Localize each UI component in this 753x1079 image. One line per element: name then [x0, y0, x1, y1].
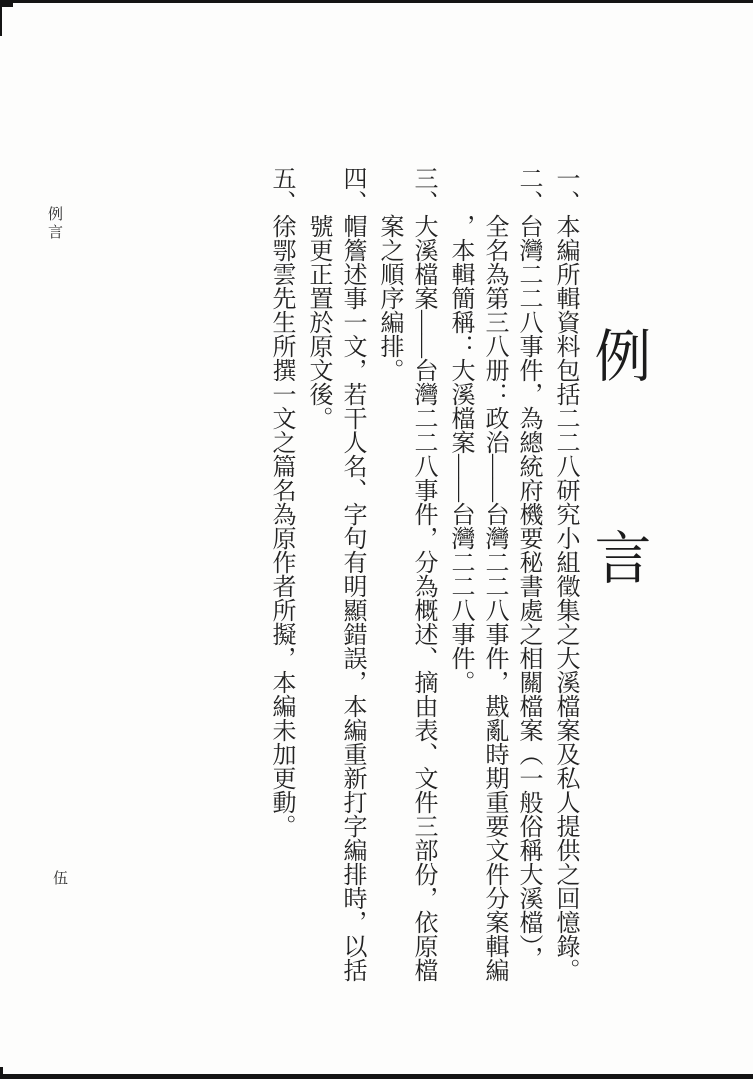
page-number: 伍 [53, 871, 69, 887]
foreword-text [264, 166, 582, 984]
list-item: 四、帽簷述事一文，若干人名、字句有明顯錯誤，本編重新打字編排時，以括號更正置於原文後。 [305, 166, 365, 982]
list-item: 二、台灣二二八事件，為總統府機要秘書處之相關檔案（一般俗稱大溪檔），全名為第三八册：政治——台灣二二八事件，戡亂時期重要文件分案輯編，本輯簡稱：大溪檔案——台灣二二八事件。 [447, 166, 541, 982]
scan-edge-left [0, 0, 2, 36]
scan-edge-bottom-left [0, 1067, 3, 1079]
scan-edge-top [0, 0, 753, 3]
list-item: 一、本編所輯資料包括二二八研究小組徵集之大溪檔案及私人提供之回憶錄。 [552, 166, 578, 982]
scan-edge-bottom [0, 1074, 753, 1079]
margin-label: 例言 [46, 206, 62, 242]
list-item: 五、徐鄂雲先生所撰一文之篇名為原作者所擬，本編未加更動。 [268, 166, 294, 838]
page-title: 例言 [586, 326, 649, 730]
list-item: 三、大溪檔案——台灣二二八事件，分為概述、摘由表、文件三部份，依原檔案之順序編排。 [376, 166, 436, 982]
